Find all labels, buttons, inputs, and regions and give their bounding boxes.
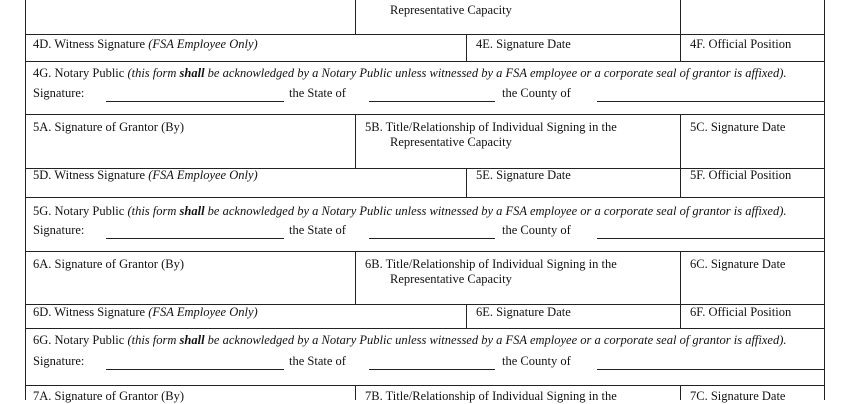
notary-county-line[interactable] — [597, 101, 824, 102]
field-5b-label-cont: Representative Capacity — [390, 135, 512, 149]
notary-state-line[interactable] — [369, 369, 495, 370]
notary-signature-line[interactable] — [106, 238, 284, 239]
field-4e-label: 4E. Signature Date — [476, 37, 571, 51]
field-6d-witness-signature[interactable]: 6D. Witness Signature (FSA Employee Only) — [33, 305, 258, 319]
row-divider — [25, 385, 825, 386]
divider — [355, 385, 356, 400]
divider — [680, 168, 681, 197]
field-7b-title-relationship[interactable]: 7B. Title/Relationship of Individual Signing in the — [365, 389, 617, 403]
divider — [466, 304, 467, 328]
notary-signature-label: Signature: — [33, 86, 85, 100]
field-7c-signature-date[interactable]: 7C. Signature Date — [690, 389, 786, 403]
field-5e-signature-date[interactable]: 5E. Signature Date — [476, 168, 571, 182]
notary-signature-line[interactable] — [106, 369, 284, 370]
row-divider — [25, 197, 825, 198]
divider — [355, 114, 356, 168]
form-right-border — [824, 0, 825, 400]
field-6g-notary-label: 6G. Notary Public (this form shall be acknowledged by a Notary Public unless witnessed by a FSA employee or a corporate seal of grantor is affixed). — [33, 333, 787, 347]
field-4d-label: 4D. Witness Signature — [33, 37, 149, 51]
notary-county-line[interactable] — [597, 238, 824, 239]
field-4d-witness-signature[interactable] — [33, 37, 258, 52]
field-6e-signature-date[interactable]: 6E. Signature Date — [476, 305, 571, 319]
divider — [680, 251, 681, 304]
form-left-border — [25, 0, 26, 400]
field-4d-note: (FSA Employee Only) — [148, 37, 258, 51]
field-6a-grantor-signature[interactable]: 6A. Signature of Grantor (By) — [33, 257, 185, 271]
notary-signature-line[interactable] — [106, 101, 284, 102]
field-6f-official-position[interactable]: 6F. Official Position — [690, 305, 792, 319]
divider — [355, 251, 356, 304]
notary-state-line[interactable] — [369, 101, 495, 102]
row-divider — [25, 114, 825, 115]
divider — [680, 385, 681, 400]
field-4g-notary-label: 4G. Notary Public (this form shall be acknowledged by a Notary Public unless witnessed by a FSA employee or a corporate seal of grantor is affixed). — [33, 66, 787, 80]
field-7a-grantor-signature[interactable]: 7A. Signature of Grantor (By) — [33, 389, 185, 403]
row-divider — [25, 34, 825, 35]
field-5c-signature-date[interactable]: 5C. Signature Date — [690, 120, 786, 134]
divider — [680, 34, 681, 61]
field-6c-signature-date[interactable]: 6C. Signature Date — [690, 257, 786, 271]
notary-county-label: the County of — [502, 86, 571, 100]
notary-state-label: the State of — [289, 86, 346, 100]
notary-state-label: the State of — [289, 223, 346, 237]
field-4e-signature-date[interactable] — [476, 37, 571, 52]
field-5b-title-relationship[interactable]: 5B. Title/Relationship of Individual Signing in the — [365, 120, 617, 134]
row-divider — [25, 61, 825, 62]
notary-signature-label: Signature: — [33, 354, 85, 368]
notary-signature-label: Signature: — [33, 223, 85, 237]
row-divider — [25, 251, 825, 252]
divider — [680, 304, 681, 328]
divider — [680, 114, 681, 168]
field-4f-label: 4F. Official Position — [690, 37, 792, 51]
notary-county-line[interactable] — [597, 369, 824, 370]
notary-state-line[interactable] — [369, 238, 495, 239]
field-4b-label-cont: Representative Capacity — [390, 3, 512, 17]
field-4f-official-position[interactable] — [690, 37, 791, 52]
notary-county-label: the County of — [502, 354, 571, 368]
divider — [680, 0, 681, 34]
divider — [355, 0, 356, 34]
field-5g-notary-label: 5G. Notary Public (this form shall be acknowledged by a Notary Public unless witnessed by a FSA employee or a corporate seal of grantor is affixed). — [33, 204, 787, 218]
notary-county-label: the County of — [502, 223, 571, 237]
field-5f-official-position[interactable]: 5F. Official Position — [690, 168, 792, 182]
row-divider — [25, 328, 825, 329]
divider — [466, 168, 467, 197]
field-5a-grantor-signature[interactable]: 5A. Signature of Grantor (By) — [33, 120, 185, 134]
field-6b-title-relationship[interactable]: 6B. Title/Relationship of Individual Signing in the — [365, 257, 617, 271]
field-6b-label-cont: Representative Capacity — [390, 272, 512, 286]
divider — [466, 34, 467, 61]
notary-state-label: the State of — [289, 354, 346, 368]
field-5d-witness-signature[interactable]: 5D. Witness Signature (FSA Employee Only) — [33, 168, 258, 182]
